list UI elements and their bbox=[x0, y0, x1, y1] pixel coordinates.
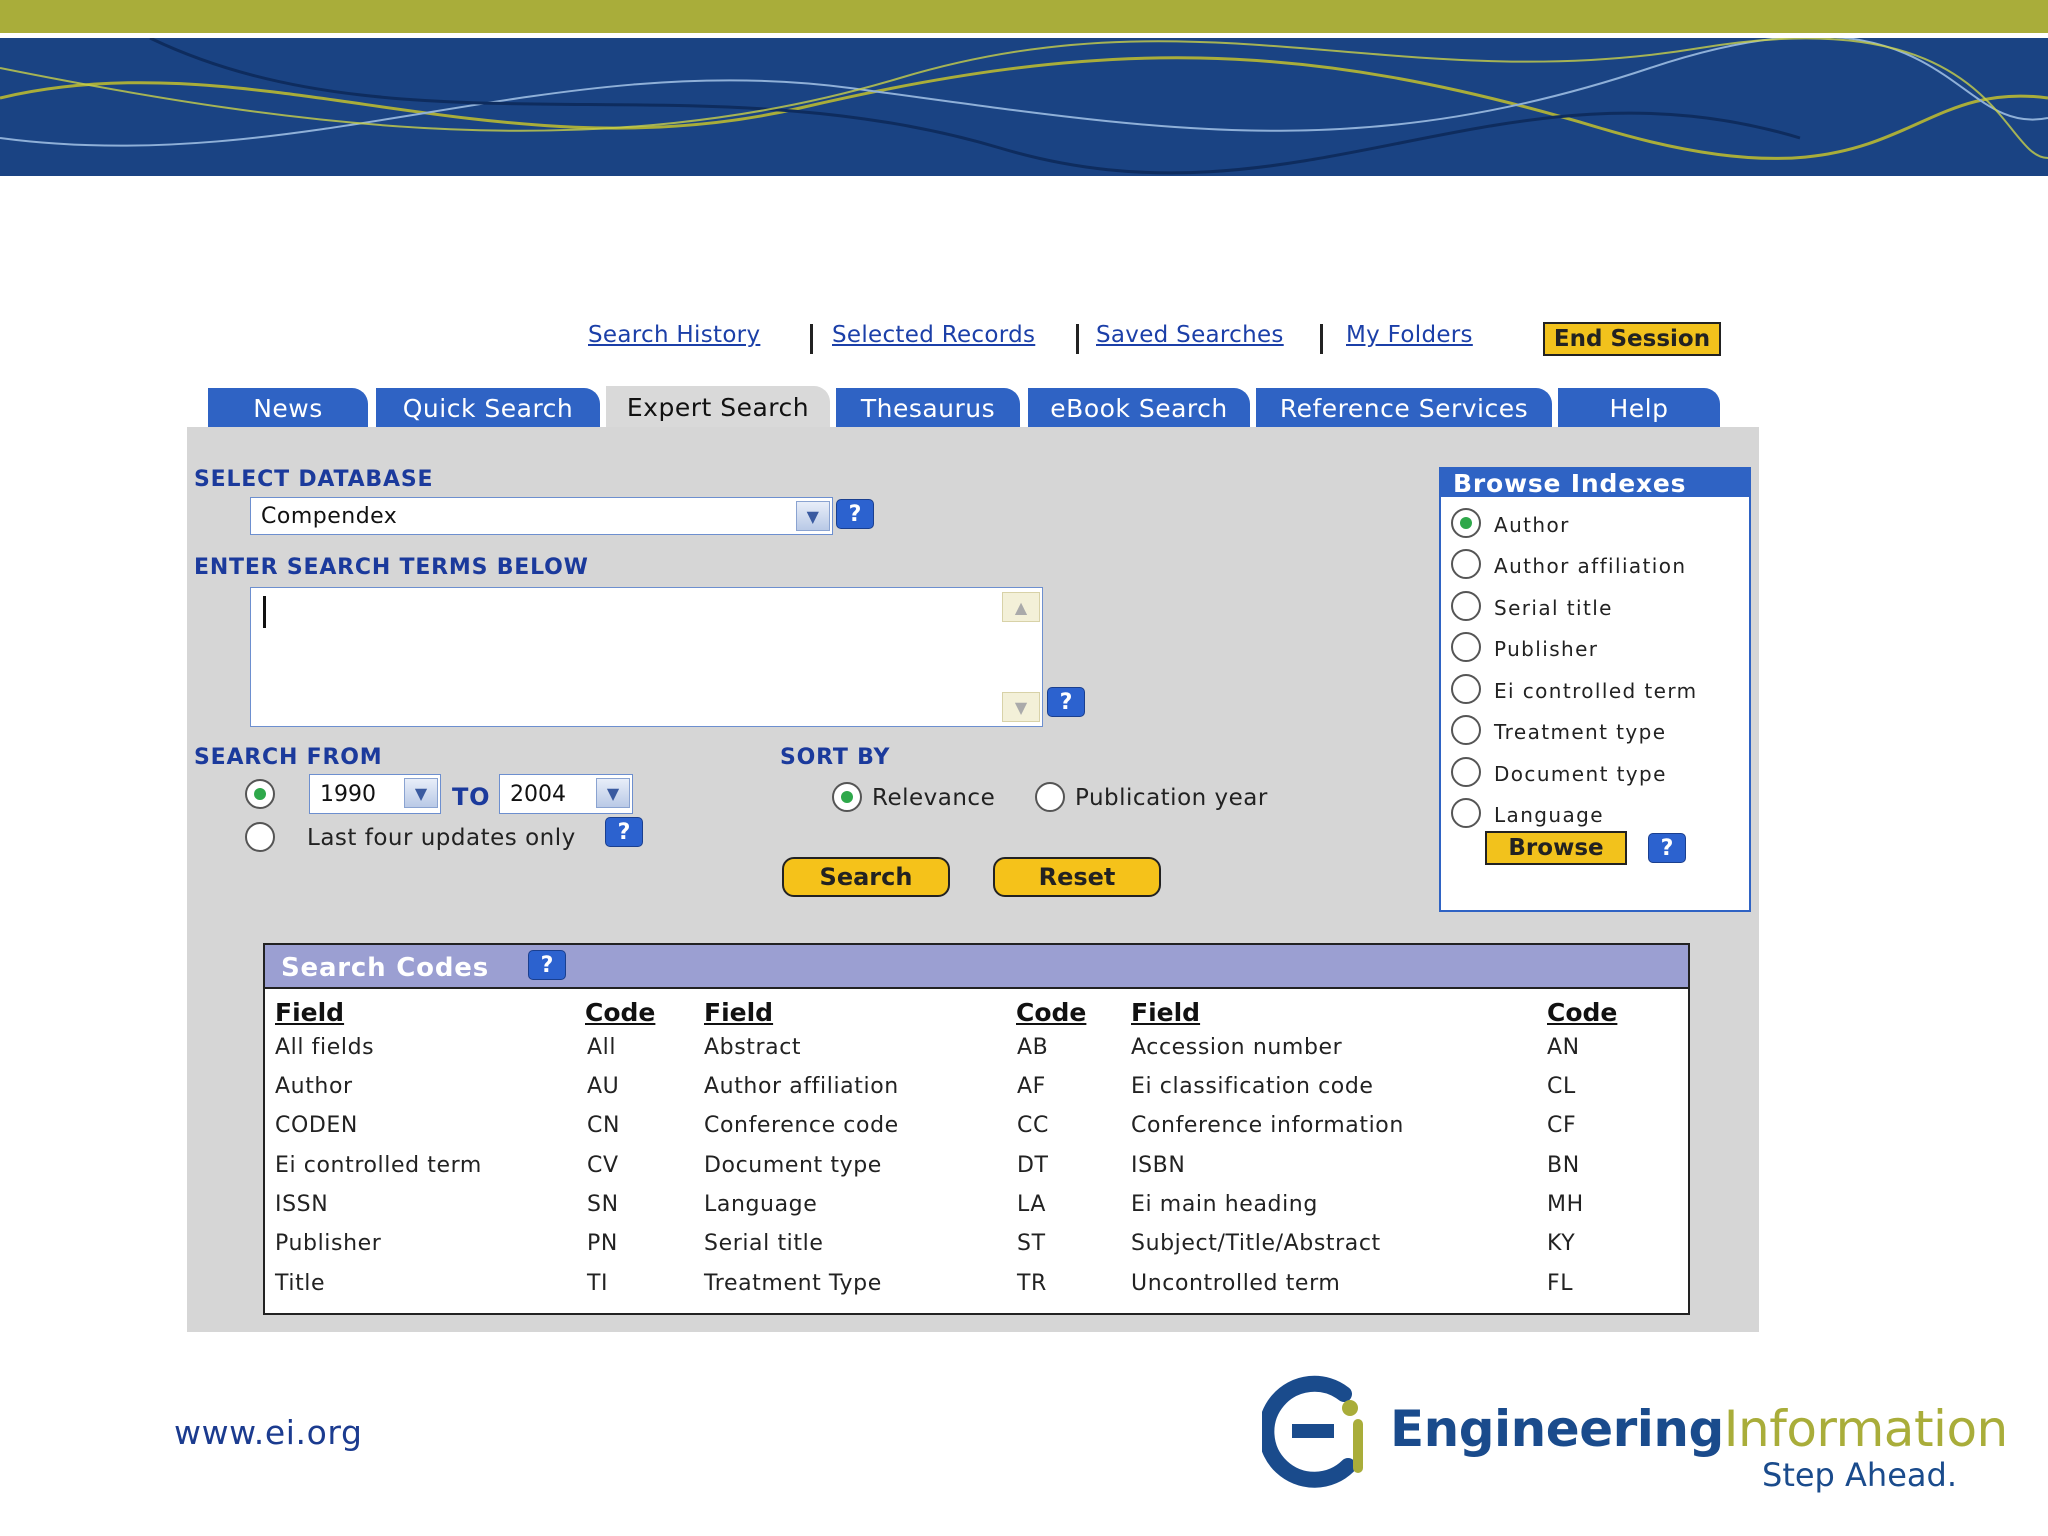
from-year-select[interactable] bbox=[309, 774, 441, 814]
tab-quick-search[interactable]: Quick Search bbox=[376, 388, 600, 428]
browse-option-label: Ei controlled term bbox=[1494, 679, 1698, 703]
code-value: AU bbox=[587, 1074, 620, 1099]
code-value: PN bbox=[587, 1231, 618, 1256]
search-button[interactable]: Search bbox=[782, 857, 950, 897]
code-value: BN bbox=[1547, 1153, 1580, 1178]
link-separator bbox=[810, 324, 813, 354]
code-field: All fields bbox=[275, 1035, 375, 1060]
browse-indexes-panel bbox=[1439, 467, 1751, 912]
top-links bbox=[0, 318, 2048, 362]
codes-help-icon[interactable]: ? bbox=[528, 950, 566, 980]
browse-radio[interactable] bbox=[1451, 632, 1481, 662]
website-url: www.ei.org bbox=[174, 1413, 363, 1452]
sort-by-label: SORT BY bbox=[780, 745, 891, 770]
code-field: Abstract bbox=[704, 1035, 802, 1060]
select-database-label: SELECT DATABASE bbox=[194, 467, 434, 492]
code-field: ISSN bbox=[275, 1192, 329, 1217]
code-value: KY bbox=[1547, 1231, 1576, 1256]
browse-publisher-option[interactable] bbox=[1441, 632, 1749, 662]
code-value: ST bbox=[1017, 1231, 1046, 1256]
chevron-down-icon[interactable]: ▼ bbox=[796, 501, 830, 531]
code-field: Ei main heading bbox=[1131, 1192, 1318, 1217]
column-header-code: Code bbox=[1016, 998, 1087, 1027]
search-from-label: SEARCH FROM bbox=[194, 745, 383, 770]
database-value: Compendex bbox=[261, 503, 398, 529]
browse-radio[interactable] bbox=[1451, 674, 1481, 704]
code-field: Conference code bbox=[704, 1113, 899, 1138]
code-field: Accession number bbox=[1131, 1035, 1343, 1060]
end-session-button[interactable]: End Session bbox=[1543, 322, 1721, 356]
date-help-icon[interactable]: ? bbox=[605, 817, 643, 847]
logo-word-engineering: Engineering bbox=[1390, 1400, 1724, 1458]
last-updates-label: Last four updates only bbox=[307, 825, 576, 851]
enter-terms-label: ENTER SEARCH TERMS BELOW bbox=[194, 555, 589, 580]
code-value: FL bbox=[1547, 1271, 1574, 1296]
scroll-up-icon[interactable]: ▲ bbox=[1002, 592, 1040, 622]
browse-language-option[interactable] bbox=[1441, 798, 1749, 828]
code-value: TI bbox=[587, 1271, 609, 1296]
browse-option-label: Author bbox=[1494, 513, 1570, 537]
reset-button[interactable]: Reset bbox=[993, 857, 1161, 897]
code-field: Uncontrolled term bbox=[1131, 1271, 1341, 1296]
code-value: SN bbox=[587, 1192, 619, 1217]
to-label: TO bbox=[452, 783, 491, 811]
browse-radio[interactable] bbox=[1451, 798, 1481, 828]
saved-searches-link[interactable]: Saved Searches bbox=[1096, 322, 1284, 348]
terms-help-icon[interactable]: ? bbox=[1047, 687, 1085, 717]
logo-tagline: Step Ahead. bbox=[1762, 1456, 1957, 1494]
code-field: Author affiliation bbox=[704, 1074, 899, 1099]
search-codes-table bbox=[263, 943, 1690, 1315]
browse-affiliation-option[interactable] bbox=[1441, 549, 1749, 579]
code-value: CN bbox=[587, 1113, 621, 1138]
sort-year-radio[interactable] bbox=[1035, 782, 1065, 812]
code-value: All bbox=[587, 1035, 617, 1060]
browse-help-icon[interactable]: ? bbox=[1648, 833, 1686, 863]
search-history-link[interactable]: Search History bbox=[588, 322, 761, 348]
engineering-information-logo bbox=[1262, 1372, 2012, 1492]
header-banner bbox=[0, 38, 2048, 176]
code-value: CL bbox=[1547, 1074, 1576, 1099]
tab-ebook-search[interactable]: eBook Search bbox=[1028, 388, 1250, 428]
browse-serial-title-option[interactable] bbox=[1441, 591, 1749, 621]
code-field: CODEN bbox=[275, 1113, 358, 1138]
code-field: Serial title bbox=[704, 1231, 824, 1256]
code-field: Title bbox=[275, 1271, 326, 1296]
my-folders-link[interactable]: My Folders bbox=[1346, 322, 1473, 348]
code-field: Ei classification code bbox=[1131, 1074, 1374, 1099]
scroll-down-icon[interactable]: ▼ bbox=[1002, 692, 1040, 722]
code-value: CV bbox=[587, 1153, 619, 1178]
browse-radio[interactable] bbox=[1451, 549, 1481, 579]
browse-radio[interactable] bbox=[1451, 715, 1481, 745]
to-year-select[interactable] bbox=[499, 774, 633, 814]
date-range-radio[interactable] bbox=[245, 779, 275, 809]
from-year-value: 1990 bbox=[320, 781, 376, 807]
code-field: Subject/Title/Abstract bbox=[1131, 1231, 1381, 1256]
link-separator bbox=[1320, 324, 1323, 354]
code-field: Conference information bbox=[1131, 1113, 1404, 1138]
column-header-field: Field bbox=[275, 998, 345, 1027]
code-value: LA bbox=[1017, 1192, 1047, 1217]
to-year-value: 2004 bbox=[510, 781, 566, 807]
logo-wordmark bbox=[1390, 1400, 2008, 1458]
browse-controlled-term-option[interactable] bbox=[1441, 674, 1749, 704]
sort-year-label: Publication year bbox=[1075, 785, 1268, 811]
tab-reference-services[interactable]: Reference Services bbox=[1256, 388, 1552, 428]
browse-option-label: Serial title bbox=[1494, 596, 1613, 620]
logo-word-information: Information bbox=[1723, 1400, 2008, 1458]
selected-records-link[interactable]: Selected Records bbox=[832, 322, 1036, 348]
browse-option-label: Publisher bbox=[1494, 637, 1599, 661]
browse-radio[interactable] bbox=[1451, 757, 1481, 787]
browse-author-option[interactable] bbox=[1441, 508, 1749, 538]
sort-relevance-radio[interactable] bbox=[832, 782, 862, 812]
browse-option-label: Language bbox=[1494, 803, 1604, 827]
browse-option-label: Document type bbox=[1494, 762, 1667, 786]
search-codes-title: Search Codes bbox=[281, 953, 489, 983]
link-separator bbox=[1076, 324, 1079, 354]
code-field: Treatment Type bbox=[704, 1271, 882, 1296]
browse-option-label: Author affiliation bbox=[1494, 554, 1687, 578]
column-header-code: Code bbox=[585, 998, 656, 1027]
code-field: Language bbox=[704, 1192, 818, 1217]
code-value: AF bbox=[1017, 1074, 1046, 1099]
search-terms-input[interactable] bbox=[250, 587, 1043, 727]
code-value: MH bbox=[1547, 1192, 1584, 1217]
ei-logo-icon bbox=[1262, 1372, 1382, 1492]
code-field: Document type bbox=[704, 1153, 882, 1178]
browse-radio[interactable] bbox=[1451, 508, 1481, 538]
browse-button[interactable]: Browse bbox=[1485, 831, 1627, 865]
search-codes-header bbox=[265, 945, 1688, 989]
last-updates-radio[interactable] bbox=[245, 822, 275, 852]
column-header-field: Field bbox=[704, 998, 774, 1027]
code-value: CC bbox=[1017, 1113, 1049, 1138]
sort-relevance-label: Relevance bbox=[872, 785, 996, 811]
code-field: Author bbox=[275, 1074, 353, 1099]
code-value: DT bbox=[1017, 1153, 1049, 1178]
code-value: AB bbox=[1017, 1035, 1049, 1060]
browse-document-type-option[interactable] bbox=[1441, 757, 1749, 787]
tab-thesaurus[interactable]: Thesaurus bbox=[836, 388, 1020, 428]
top-accent-bar bbox=[0, 0, 2048, 33]
code-value: CF bbox=[1547, 1113, 1577, 1138]
column-header-field: Field bbox=[1131, 998, 1201, 1027]
chevron-down-icon[interactable]: ▼ bbox=[596, 778, 630, 808]
code-field: Publisher bbox=[275, 1231, 382, 1256]
code-value: AN bbox=[1547, 1035, 1580, 1060]
database-select[interactable] bbox=[250, 497, 833, 535]
browse-radio[interactable] bbox=[1451, 591, 1481, 621]
browse-treatment-type-option[interactable] bbox=[1441, 715, 1749, 745]
tab-news[interactable]: News bbox=[208, 388, 368, 428]
tab-help[interactable]: Help bbox=[1558, 388, 1720, 428]
text-cursor bbox=[263, 596, 266, 628]
main-tabs bbox=[0, 388, 2048, 428]
browse-indexes-title: Browse Indexes bbox=[1441, 469, 1749, 497]
column-header-code: Code bbox=[1547, 998, 1618, 1027]
code-value: TR bbox=[1017, 1271, 1047, 1296]
tab-expert-search[interactable]: Expert Search bbox=[606, 386, 830, 428]
database-help-icon[interactable]: ? bbox=[836, 499, 874, 529]
code-field: ISBN bbox=[1131, 1153, 1186, 1178]
browse-option-label: Treatment type bbox=[1494, 720, 1667, 744]
code-field: Ei controlled term bbox=[275, 1153, 482, 1178]
chevron-down-icon[interactable]: ▼ bbox=[404, 778, 438, 808]
